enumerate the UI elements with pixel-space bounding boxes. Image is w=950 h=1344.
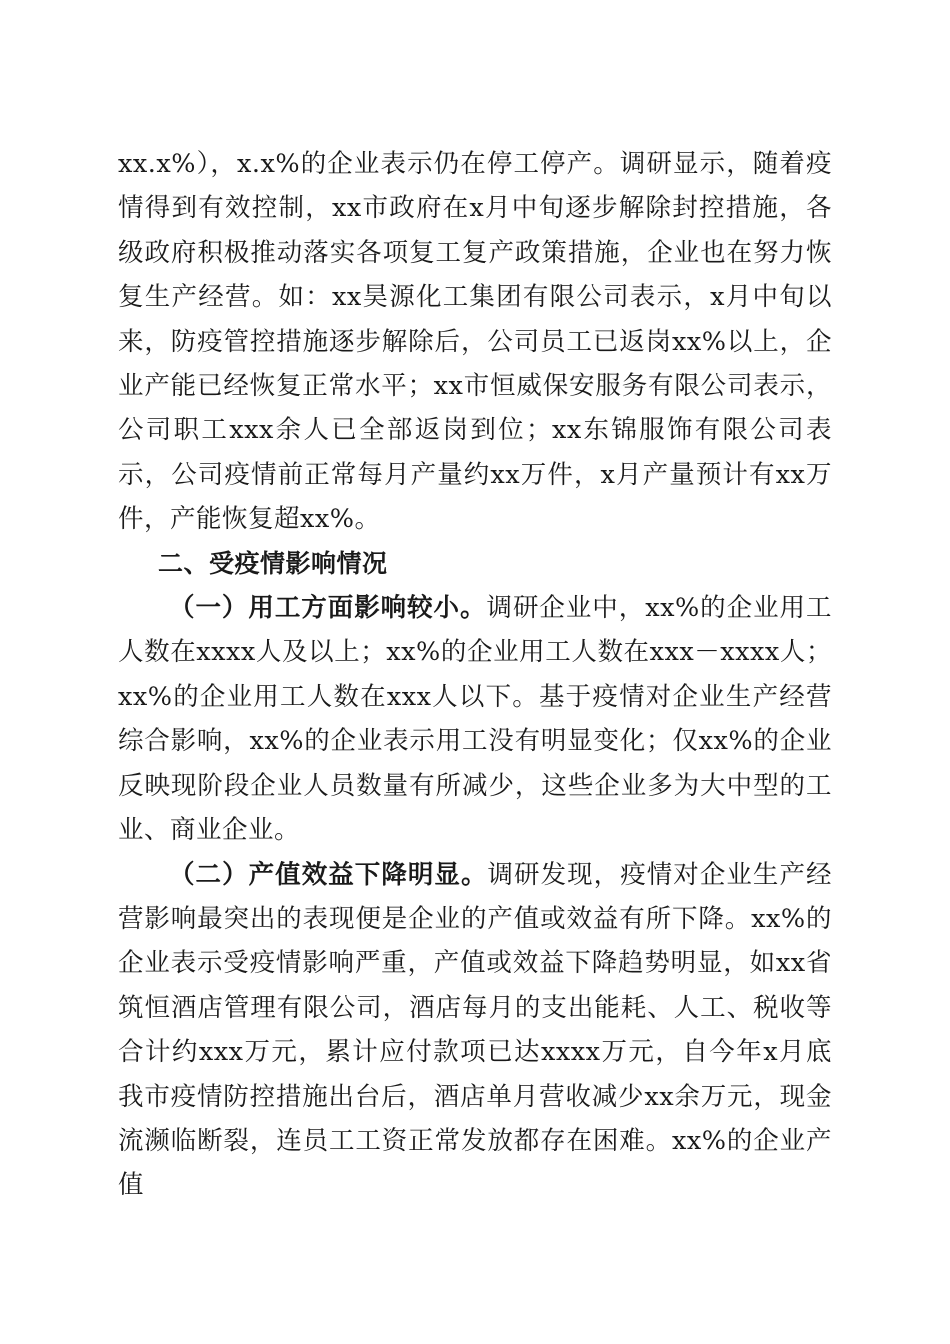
paragraph-recovery: xx.x%），x.x%的企业表示仍在停工停产。调研显示，随着疫情得到有效控制，xx市政府在x月中旬逐步解除封控措施，各级政府积极推动落实各项复工复产政策措施，企业也在努力恢复生产经营。如：xx昊源化工集团有限公司表示，x月中旬以来，防疫管控措施逐步解除后，公司员工已返岗xx%以上，企业产能已经恢复正常水平；xx市恒威保安服务有限公司表示，公司职工xxx余人已全部返岗到位；xx东锦服饰有限公司表示，公司疫情前正常每月产量约xx万件，x月产量预计有xx万件，产能恢复超xx%。: [118, 149, 832, 535]
paragraph-output: [118, 853, 832, 1208]
document-body: [118, 142, 832, 1208]
item-heading-output: （二）产值效益下降明显。: [169, 859, 488, 890]
item-heading-employment: （一）用工方面影响较小。: [169, 593, 487, 624]
section-heading: 二、受疫情影响情况: [158, 548, 388, 578]
item-text-employment: 调研企业中，xx%的企业用工人数在xxxx人及以上；xx%的企业用工人数在xxx－xxxx人；xx%的企业用工人数在xxx人以下。基于疫情对企业生产经营综合影响，xx%的企业表示用工没有明显变化；仅xx%的企业反映现阶段企业人员数量有所减少，这些企业多为大中型的工业、商业企业。: [118, 593, 832, 846]
item-text-output: 调研发现，疫情对企业生产经营影响最突出的表现便是企业的产值或效益有所下降。xx%的企业表示受疫情影响严重，产值或效益下降趋势明显，如xx省筑恒酒店管理有限公司，酒店每月的支出能耗、人工、税收等合计约xxx万元，累计应付款项已达xxxx万元，自今年x月底我市疫情防控措施出台后，酒店单月营收减少xx余万元，现金流濒临断裂，连员工工资正常发放都存在困难。xx%的企业产值: [118, 859, 832, 1201]
paragraph-employment: [118, 586, 832, 852]
